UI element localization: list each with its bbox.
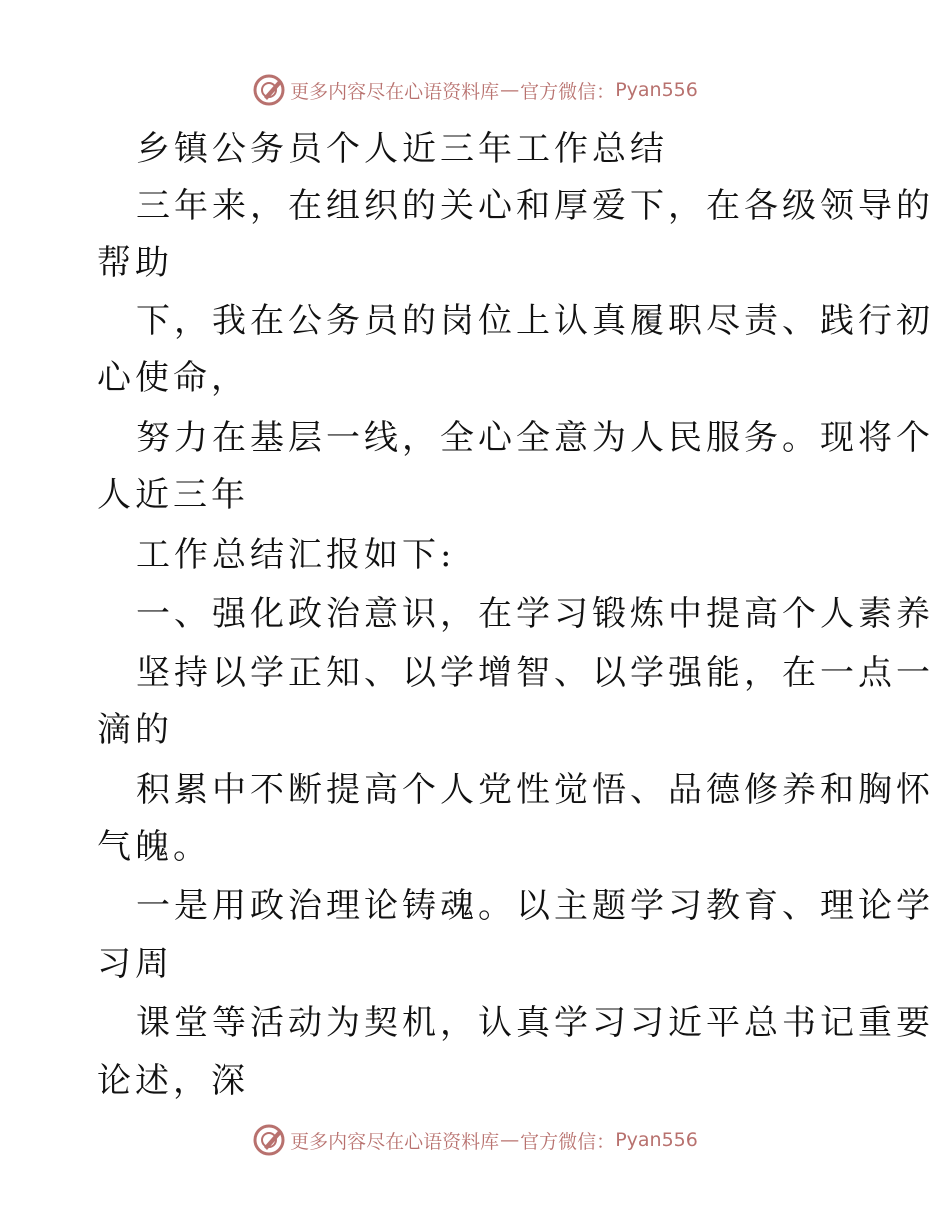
banner-text: 更多内容尽在心语资料库 <box>290 1130 500 1153</box>
paragraph-line: 课堂等活动为契机，认真学习习近平总书记重要 <box>136 1003 934 1043</box>
paragraph-line: 习周 <box>97 944 173 984</box>
paragraph-line: 三年来，在组织的关心和厚爱下，在各级领导的 <box>136 186 934 226</box>
pen-logo-icon <box>252 73 286 107</box>
paragraph-line: 帮助 <box>97 243 173 283</box>
pen-logo-icon <box>252 1123 286 1157</box>
banner-official-label: 官方微信： <box>520 80 616 103</box>
banner-text: 更多内容尽在心语资料库 <box>290 80 500 103</box>
banner-wechat-id: Pyan556 <box>615 79 698 101</box>
footer-watermark-banner <box>0 1120 950 1160</box>
banner-wechat-id: Pyan556 <box>615 1129 698 1151</box>
banner-separator: — <box>500 1129 520 1151</box>
paragraph-line: 论述，深 <box>97 1061 249 1101</box>
paragraph-line: 滴的 <box>97 710 173 750</box>
paragraph-line: 坚持以学正知、以学增智、以学强能，在一点一 <box>136 653 934 693</box>
paragraph-line: 气魄。 <box>97 827 211 867</box>
section-heading: 一、强化政治意识，在学习锻炼中提高个人素养 <box>136 594 934 634</box>
paragraph-line: 心使命， <box>97 358 249 398</box>
paragraph-line: 下，我在公务员的岗位上认真履职尽责、践行初 <box>136 301 934 341</box>
paragraph-line: 工作总结汇报如下: <box>136 535 456 575</box>
paragraph-line: 努力在基层一线，全心全意为人民服务。现将个 <box>136 418 934 458</box>
document-title: 乡镇公务员个人近三年工作总结 <box>136 129 668 169</box>
paragraph-line: 人近三年 <box>97 475 249 515</box>
banner-separator: — <box>500 79 520 101</box>
paragraph-line: 积累中不断提高个人党性觉悟、品德修养和胸怀 <box>136 770 934 810</box>
header-watermark-banner <box>0 70 950 110</box>
banner-official-label: 官方微信： <box>520 1130 616 1153</box>
paragraph-line: 一是用政治理论铸魂。以主题学习教育、理论学 <box>136 886 934 926</box>
